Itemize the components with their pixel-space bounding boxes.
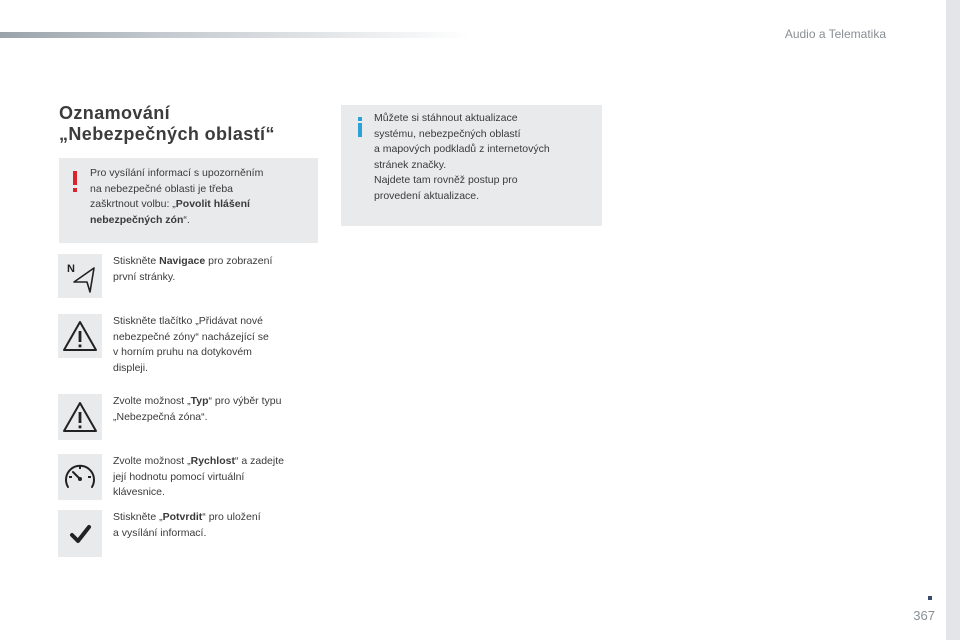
header-gradient-bar [0,32,470,38]
step-text: Stiskněte Navigace pro zobrazení první stránky. [113,255,273,283]
warning-triangle-icon [58,314,102,358]
page-number: 367 [913,608,935,623]
page-marker [928,596,932,600]
warning-text [90,166,310,228]
speedometer-icon [58,454,102,500]
info-icon [358,117,362,137]
step-text: Zvolte možnost „Typ“ pro výběr typu „Nebezpečná zóna“. [113,395,282,423]
page-title-line-1: Oznamování [59,103,171,123]
warning-line: nebezpečných zón“. [90,213,190,226]
warning-option-name: Povolit hlášení [175,198,250,210]
checkmark-icon [58,510,102,557]
warning-triangle-icon [58,394,102,440]
info-line: systému, nebezpečných oblastí [374,127,521,140]
exclamation-icon [73,171,77,192]
warning-line: na nebezpečné oblasti je třeba [90,182,234,195]
navigation-icon [58,254,102,298]
option-name: Typ [190,395,209,407]
info-line: provedení aktualizace. [374,189,480,202]
info-line: Můžete si stáhnout aktualizace [374,112,518,124]
step-text: Zvolte možnost „Rychlost“ a zadejte její hodnotu pomocí virtuální klávesnice. [113,455,284,498]
step-text: Stiskněte tlačítko „Přidávat nové nebezpečné zóny“ nacházející se v horním pruhu na dotykovém displeji. [113,315,269,374]
option-name: Rychlost [190,455,235,467]
warning-note [59,158,318,243]
warning-line: Pro vysílání informací s upozorněním [90,167,264,179]
page-title-line-2: „Nebezpečných oblastí“ [59,124,275,144]
warning-line: zaškrtnout volbu: „Povolit hlášení [90,198,250,210]
page-edge-strip [946,0,960,640]
button-name: Navigace [159,255,206,267]
page-title [59,103,329,145]
section-header: Audio a Telematika [784,27,886,41]
info-line: stránek značky. [374,158,447,171]
info-note [341,105,602,226]
info-line: a mapových podkladů z internetových [374,143,550,155]
warning-option-name: nebezpečných zón [90,213,184,226]
info-line: Najdete tam rovněž postup pro [374,174,518,186]
button-name: Potvrdit [162,511,203,523]
info-text [374,111,596,204]
svg-text:N: N [67,263,75,275]
step-text: Stiskněte „Potvrdit“ pro uložení a vysílání informací. [113,511,261,539]
